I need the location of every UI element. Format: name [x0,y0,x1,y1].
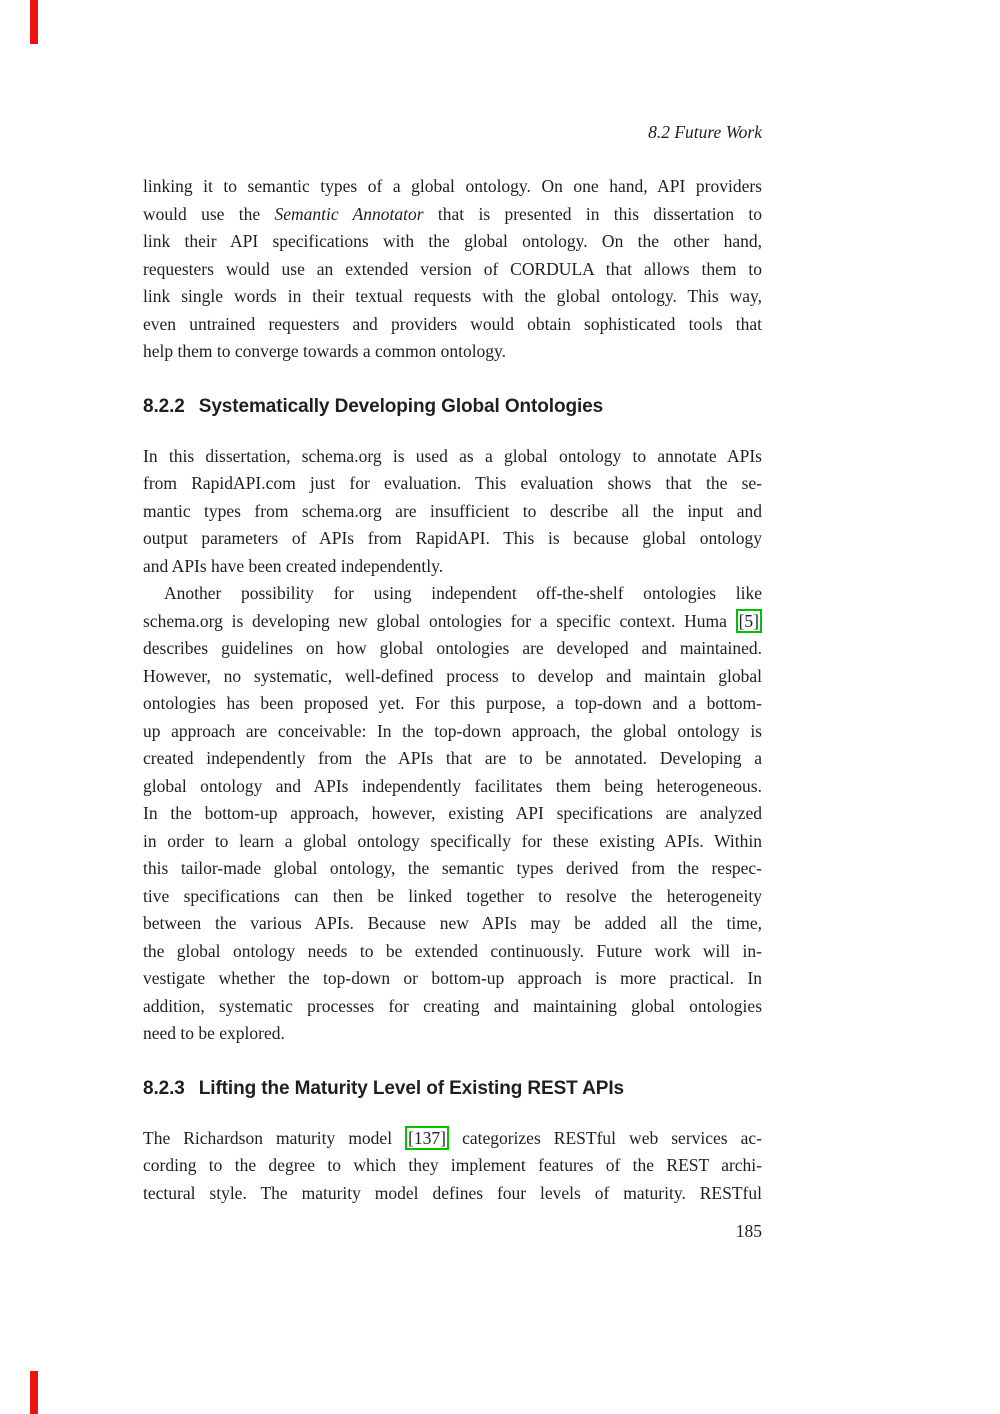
text-line: link single words in their textual requests with the global ontology. This way, [143,286,762,306]
text-line: requesters would use an extended version of CORDULA that allows them to [143,258,762,279]
section-heading-8-2-2 [143,395,762,419]
section-number: 8.2.3 [143,1077,185,1099]
paragraph-823-1 [143,1125,762,1208]
paragraph-822-2 [143,580,762,1048]
text-line: In this dissertation, schema.org is used as a global ontology to annotate APIs [143,445,762,466]
text-line: addition, systematic processes for creating and maintaining global ontologies [143,995,762,1016]
text-line: created independently from the APIs that are to be annotated. Developing a [143,748,762,768]
text-line [143,608,762,636]
red-edge-mark-bottom [30,1371,38,1414]
section-title: Lifting the Maturity Level of Existing REST APIs [198,1077,624,1099]
text-line [143,201,762,229]
text-line [143,1125,762,1153]
section-title: Systematically Developing Global Ontologies [198,395,604,417]
text-line: tectural style. The maturity model defines four levels of maturity. RESTful [143,1182,762,1203]
text-line: need to be explored. [143,1023,285,1043]
text-line: vestigate whether the top-down or bottom-up approach is more practical. In [143,968,762,988]
paragraph-intro [143,173,762,366]
citation-link-137[interactable]: [137] [405,1126,449,1150]
text-line: this tailor-made global ontology, the semantic types derived from the respec- [143,858,762,878]
text-line: mantic types from schema.org are insufficient to describe all the input and [143,500,762,521]
text-line: tive specifications can then be linked together to resolve the heterogeneity [143,885,762,906]
text-segment: The Richardson maturity model [143,1127,393,1148]
text-line: global ontology and APIs independently facilitates them being heterogeneous. [143,775,762,796]
red-edge-mark-top [30,0,38,44]
text-line: However, no systematic, well-defined process to develop and maintain global [143,665,762,686]
text-line: even untrained requesters and providers would obtain sophisticated tools that [143,313,762,334]
text-segment: schema.org is developing new global ontologies for a specific context. Huma [143,610,727,631]
text-line: between the various APIs. Because new APIs may be added all the time, [143,913,762,933]
text-line: link their API specifications with the global ontology. On the other hand, [143,231,762,251]
text-segment: that is presented in this dissertation to [437,203,763,224]
section-heading-8-2-3 [143,1077,762,1101]
text-line: output parameters of APIs from RapidAPI. This is because global ontology [143,528,762,548]
paragraph-822-1 [143,443,762,581]
text-line: the global ontology needs to be extended continuously. Future work will in- [143,940,762,961]
running-header: 8.2 Future Work [648,122,762,142]
text-line: up approach are conceivable: In the top-down approach, the global ontology is [143,720,762,741]
text-segment: would use the [143,203,261,224]
text-block [143,122,762,1207]
text-line: from RapidAPI.com just for evaluation. This evaluation shows that the se- [143,473,762,493]
page-number: 185 [735,1221,762,1241]
text-line: help them to converge towards a common ontology. [143,341,507,361]
text-line: ontologies has been proposed yet. For this purpose, a top-down and a bottom- [143,693,762,713]
text-line: in order to learn a global ontology specifically for these existing APIs. Within [143,830,762,851]
text-line: describes guidelines on how global ontologies are developed and maintained. [143,638,762,658]
text-segment: categorizes RESTful web services ac- [462,1127,763,1148]
section-number: 8.2.2 [143,395,185,417]
citation-link-5[interactable]: [5] [736,609,762,633]
emphasized-term: Semantic Annotator [274,203,424,224]
text-line: In the bottom-up approach, however, existing API specifications are analyzed [143,803,762,823]
text-line: and APIs have been created independently. [143,555,444,576]
text-line: cording to the degree to which they implement features of the REST archi- [143,1155,762,1175]
text-line: Another possibility for using independent off-the-shelf ontologies like [164,583,762,603]
text-line: linking it to semantic types of a global ontology. On one hand, API providers [143,176,762,196]
